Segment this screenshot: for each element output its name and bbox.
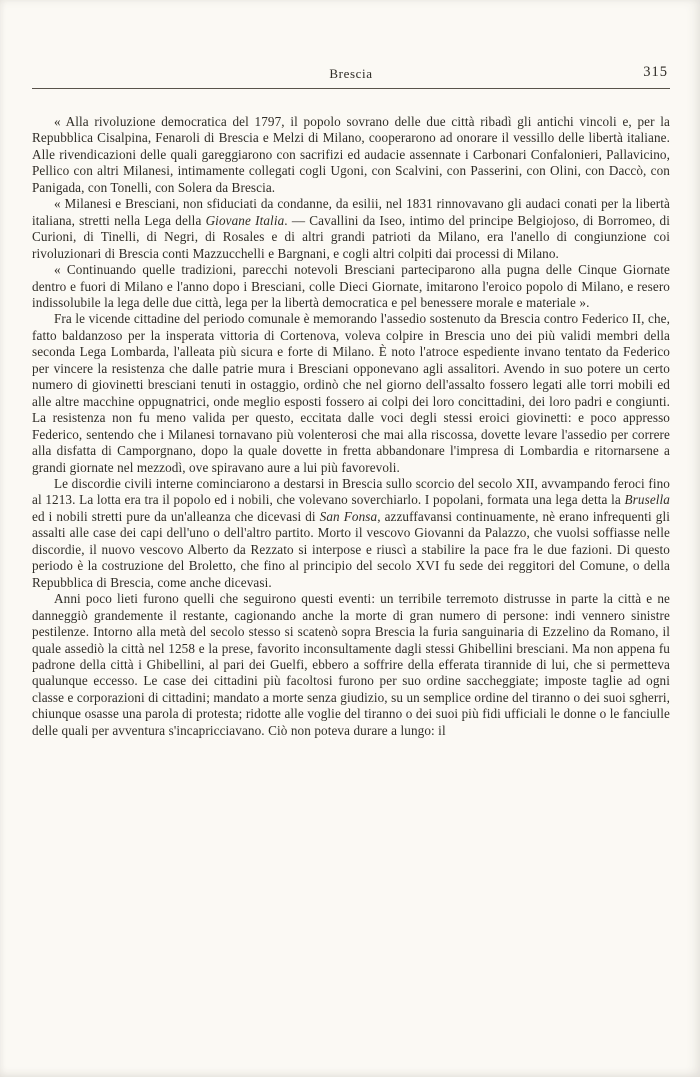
paragraph: [32, 476, 670, 591]
text-segment: Fra le vicende cittadine del periodo comunale è memorando l'assedio sostenuto da Brescia contro Federico II, che, fatto baldanzoso per la insperata vittoria di Cortenova, voleva colpire in Brescia uno dei più validi membri della seconda Lega Lombarda, l'alleata più sicura e forte di Milano. È noto l'atroce espediente invano tentato da Federico per vincere la resistenza che dalle patrie mura i Bresciani opponevano agli assalitori. Avendo in suo potere un certo numero di giovinetti bresciani tenuti in ostaggio, ordinò che nel giorno dell'assalto fossero legati alle torri mobili ed alle altre macchine oppugnatrici, onde meglio esposti fossero ai colpi dei loro concittadini, dei loro padri e congiunti. La resistenza non fu meno valida per questo, eccitata dalle voci degli stessi eroici giovinetti: e poco appresso Federico, sentendo che i Milanesi tornavano più volenterosi che mai alla riscossa, dovette levare l'assedio per correre alla disfatta di Camporgnano, dopo la quale dovette in fretta abbandonare l'impresa di Lombardia e ritornarsene a grandi giornate nel mezzodì, ove spiravano aure a lui più favorevoli.: [32, 311, 670, 475]
text-segment: San Fonsa: [319, 508, 378, 524]
paragraph: [32, 196, 670, 262]
text-segment: ed i nobili stretti pure da un'alleanza che dicevasi di: [32, 508, 320, 524]
text-segment: Brusella: [624, 492, 670, 508]
running-title: Brescia: [329, 66, 373, 81]
header-rule: [32, 88, 670, 89]
page-header: [32, 66, 670, 84]
page-body: [32, 114, 670, 739]
paragraph: [32, 311, 670, 476]
paragraph: [32, 114, 670, 196]
paragraph: [32, 591, 670, 739]
paragraph: [32, 262, 670, 311]
text-segment: . — Cavallini da Iseo, intimo del principe Belgiojoso, di Borromeo, di Curioni, di Tinelli, di Negri, di Rosales e di altri grandi patrioti da Milano, era l'anello di congiunzione coi rivoluzionari di Brescia conti Mazzucchelli e Bargnani, e cogli altri colpiti dai processi di Milano.: [32, 212, 670, 261]
text-segment: « Continuando quelle tradizioni, parecchi notevoli Bresciani parteciparono alla pugna delle Cinque Giornate dentro e fuori di Milano e l'anno dopo i Bresciani, colle Dieci Giornate, imitarono l'eroico popolo di Milano, e resero indissolubile la lega delle due città, lega per la libertà democratica e pel benessere morale e materiale ».: [32, 262, 670, 310]
text-segment: Anni poco lieti furono quelli che seguirono questi eventi: un terribile terremoto distrusse in parte la città e ne danneggiò grandemente il restante, cagionando anche la morte di gran numero di persone: indi vennero sinistre pestilenze. Intorno alla metà del secolo stesso si scatenò sopra Brescia la furia sanguinaria di Ezzelino da Romano, il quale assediò la città nel 1258 e la prese, favorito inconsultamente dagli stessi Ghibellini bresciani. Ma non appena fu padrone della città i Ghibellini, al pari dei Guelfi, ebbero a soffrire della efferata tirannide di lui, che si permetteva qualunque eccesso. Le case dei cittadini più facoltosi furono per suo ordine saccheggiate; imposte taglie ad ogni classe e corporazioni di cittadini; mandato a morte senza giudizio, su un semplice ordine del tiranno o dei suoi sgherri, chiunque osasse una parola di protesta; ridotte alle voglie del tiranno o dei suoi più fidi ufficiali le donne o le fanciulle delle quali per avventura s'incapricciavano. Ciò non poteva durare a lungo: il: [32, 591, 670, 738]
text-segment: Le discordie civili interne cominciarono a destarsi in Brescia sullo scorcio del secolo XII, avvampando feroci fino al 1213. La lotta era tra il popolo ed i nobili, che volevano soverchiarlo. I popolani, formata una lega detta la: [32, 475, 670, 508]
text-segment: , azzuffavansi continuamente, nè erano infrequenti gli assalti alle case dei capi dell'uno o dell'altro partito. Morto il vescovo Giovanni da Palazzo, che vuolsi soffiasse nelle discordie, il nuovo vescovo Alberto da Rezzato si interpose e riuscì a stabilire la pace fra le due fazioni. Di questo periodo è la costruzione del Broletto, che fino al principio del secolo XVI fu sede dei reggitori del Comune, o della Repubblica di Brescia, come anche dicevasi.: [32, 508, 670, 590]
text-segment: Giovane Italia: [205, 212, 285, 228]
text-segment: « Alla rivoluzione democratica del 1797, il popolo sovrano delle due città ribadì gli antichi vincoli e, per la Repubblica Cisalpina, Fenaroli di Brescia e Melzi di Milano, cooperarono ad onorare il vessillo delle libertà italiane. Alle rivendicazioni delle quali gareggiarono con sacrifizi ed audacie assennate i Carbonari Confalonieri, Pallavicino, Pellico con altri Milanesi, intimamente collegati cogli Ugoni, con Scalvini, con Passerini, con Olini, con Daccò, con Panigada, con Tonelli, con Solera da Brescia.: [32, 114, 670, 195]
page-number: 315: [643, 64, 668, 80]
text-segment: « Milanesi e Bresciani, non sfiduciati da condanne, da esilii, nel 1831 rinnovavano gli audaci conati per la libertà italiana, stretti nella Lega della: [32, 196, 670, 228]
